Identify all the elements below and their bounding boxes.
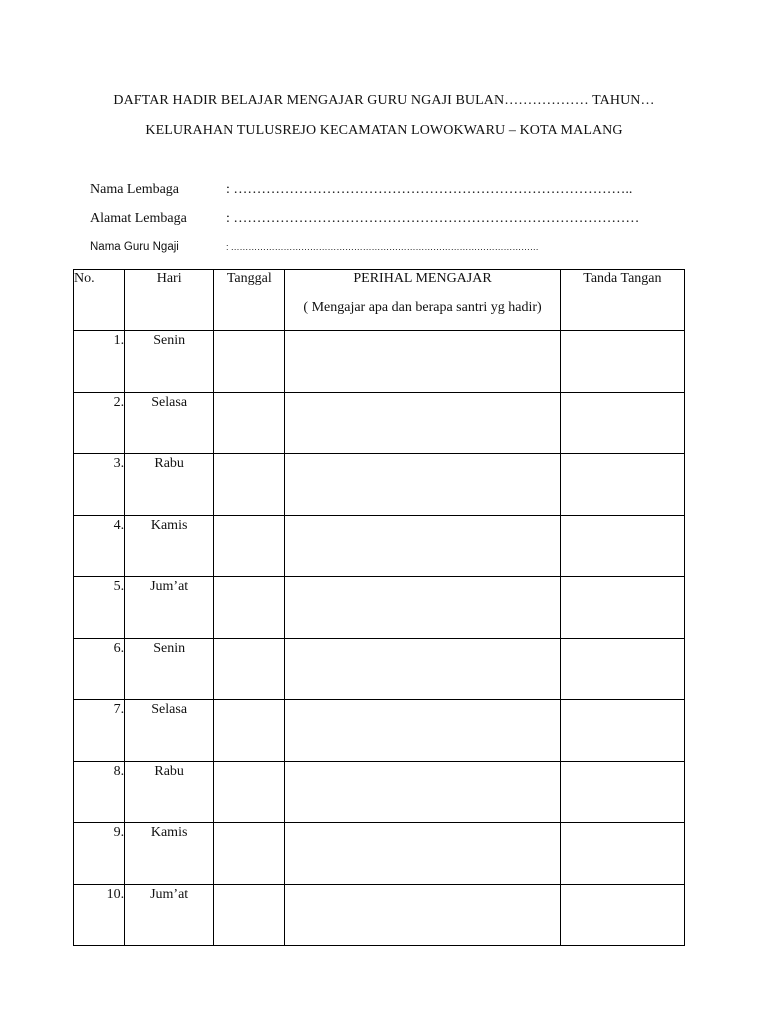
info-row-alamat-lembaga	[90, 211, 690, 231]
cell-hari: Senin	[125, 638, 214, 700]
header-tanda-tangan: Tanda Tangan	[560, 270, 684, 331]
cell-hari: Selasa	[125, 700, 214, 762]
cell-tanda-tangan[interactable]	[560, 454, 684, 516]
cell-tanda-tangan[interactable]	[560, 884, 684, 946]
cell-tanda-tangan[interactable]	[560, 638, 684, 700]
attendance-table	[73, 269, 685, 946]
cell-tanda-tangan[interactable]	[560, 823, 684, 885]
cell-tanggal[interactable]	[214, 823, 285, 885]
table-row	[74, 577, 685, 639]
cell-tanda-tangan[interactable]	[560, 515, 684, 577]
document-title: DAFTAR HADIR BELAJAR MENGAJAR GURU NGAJI BULAN……………… TAHUN…	[113, 93, 655, 108]
cell-perihal[interactable]	[285, 700, 560, 762]
cell-tanggal[interactable]	[214, 700, 285, 762]
cell-perihal[interactable]	[285, 392, 560, 454]
info-row-nama-guru	[90, 241, 690, 261]
header-perihal	[285, 270, 560, 331]
cell-no: 1.	[74, 331, 125, 393]
cell-no: 7.	[74, 700, 125, 762]
cell-perihal[interactable]	[285, 823, 560, 885]
cell-hari: Kamis	[125, 823, 214, 885]
table-row	[74, 331, 685, 393]
info-label: Nama Lembaga	[90, 182, 180, 197]
cell-hari: Selasa	[125, 392, 214, 454]
info-row-nama-lembaga	[90, 182, 690, 202]
cell-tanggal[interactable]	[214, 515, 285, 577]
header-tanggal: Tanggal	[214, 270, 285, 331]
table-body	[74, 331, 685, 946]
table-row	[74, 823, 685, 885]
header-hari: Hari	[125, 270, 214, 331]
info-label: Alamat Lembaga	[90, 211, 187, 226]
cell-tanggal[interactable]	[214, 392, 285, 454]
cell-tanggal[interactable]	[214, 638, 285, 700]
document-subtitle: KELURAHAN TULUSREJO KECAMATAN LOWOKWARU – KOTA MALANG	[145, 123, 623, 138]
cell-tanggal[interactable]	[214, 331, 285, 393]
cell-hari: Jum’at	[125, 884, 214, 946]
cell-no: 6.	[74, 638, 125, 700]
info-value-blank: : …………………………………………………………………………..	[226, 182, 633, 197]
table-row	[74, 700, 685, 762]
cell-no: 5.	[74, 577, 125, 639]
info-value-blank: : ……………………………………………………………………………………………	[226, 242, 539, 252]
table-row	[74, 638, 685, 700]
cell-hari: Jum’at	[125, 577, 214, 639]
cell-hari: Rabu	[125, 454, 214, 516]
cell-hari: Rabu	[125, 761, 214, 823]
cell-hari: Senin	[125, 331, 214, 393]
header-perihal-subtitle: ( Mengajar apa dan berapa santri yg hadir)	[303, 300, 542, 315]
cell-tanda-tangan[interactable]	[560, 761, 684, 823]
cell-tanda-tangan[interactable]	[560, 700, 684, 762]
cell-no: 10.	[74, 884, 125, 946]
cell-no: 3.	[74, 454, 125, 516]
cell-tanda-tangan[interactable]	[560, 392, 684, 454]
header-perihal-title: PERIHAL MENGAJAR	[353, 271, 492, 286]
cell-tanggal[interactable]	[214, 884, 285, 946]
cell-perihal[interactable]	[285, 454, 560, 516]
cell-tanggal[interactable]	[214, 454, 285, 516]
cell-perihal[interactable]	[285, 761, 560, 823]
cell-no: 2.	[74, 392, 125, 454]
table-row	[74, 515, 685, 577]
cell-no: 9.	[74, 823, 125, 885]
table-row	[74, 761, 685, 823]
cell-no: 8.	[74, 761, 125, 823]
cell-tanda-tangan[interactable]	[560, 331, 684, 393]
table-row	[74, 884, 685, 946]
cell-perihal[interactable]	[285, 884, 560, 946]
cell-tanggal[interactable]	[214, 761, 285, 823]
info-label: Nama Guru Ngaji	[90, 241, 179, 253]
cell-hari: Kamis	[125, 515, 214, 577]
table-row	[74, 454, 685, 516]
header-no: No.	[74, 270, 125, 331]
table-header-row	[74, 270, 685, 331]
table-row	[74, 392, 685, 454]
cell-tanggal[interactable]	[214, 577, 285, 639]
cell-perihal[interactable]	[285, 577, 560, 639]
cell-no: 4.	[74, 515, 125, 577]
info-value-blank: : ……………………………………………………………………………	[226, 211, 640, 226]
cell-perihal[interactable]	[285, 331, 560, 393]
cell-perihal[interactable]	[285, 638, 560, 700]
cell-tanda-tangan[interactable]	[560, 577, 684, 639]
cell-perihal[interactable]	[285, 515, 560, 577]
